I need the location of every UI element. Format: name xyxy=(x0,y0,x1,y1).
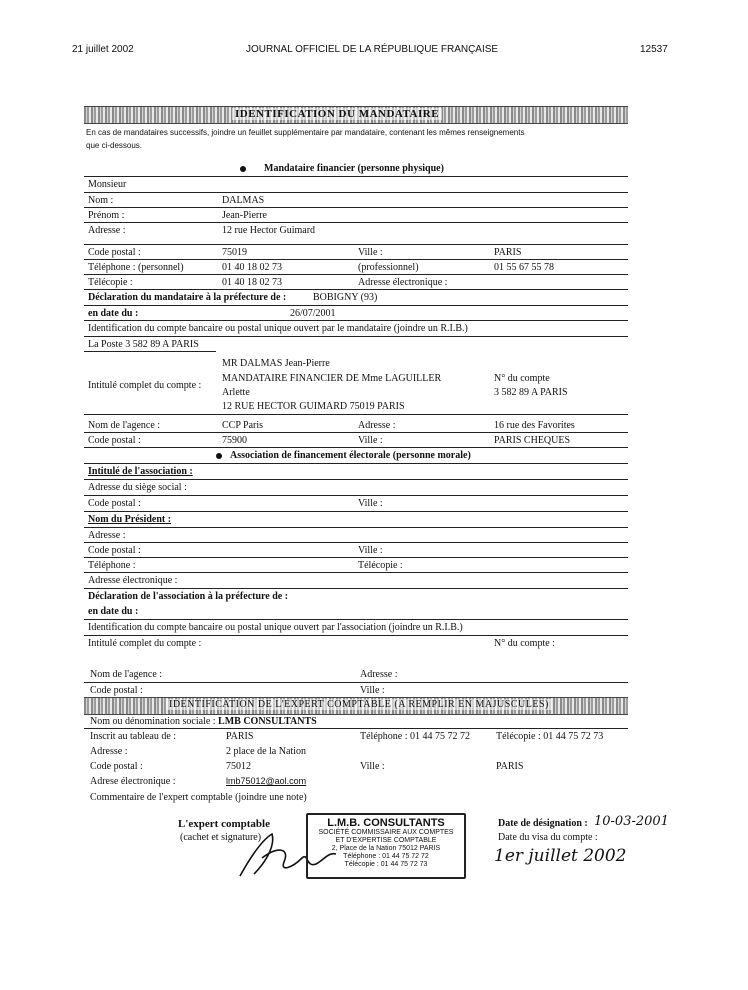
divider xyxy=(84,414,628,415)
expert-tableau-label: Inscrit au tableau de : xyxy=(90,731,177,742)
expert-commentaire-label: Commentaire de l'expert comptable (joindre une note) xyxy=(90,792,307,803)
header-date: 21 juillet 2002 xyxy=(72,44,134,55)
divider xyxy=(84,274,628,275)
divider xyxy=(84,557,628,558)
expert-telecopie-value: 01 44 75 72 73 xyxy=(543,731,604,742)
journal-title: JOURNAL OFFICIEL DE LA RÉPUBLIQUE FRANÇAISE xyxy=(246,44,499,55)
bullet-icon xyxy=(216,453,222,459)
expert-telecopie xyxy=(496,731,603,743)
tel-perso-value: 01 40 18 02 73 xyxy=(222,262,282,273)
code-postal-value: 75019 xyxy=(222,247,247,258)
divider xyxy=(84,447,628,448)
adresse-value: 12 rue Hector Guimard xyxy=(222,225,316,236)
divider xyxy=(84,728,628,729)
declaration-value: BOBIGNY (93) xyxy=(313,292,378,303)
declaration-label: Déclaration du mandataire à la préfecture de : xyxy=(88,292,287,303)
divider xyxy=(84,207,628,208)
divider xyxy=(84,336,628,337)
signature-title: L'expert comptable xyxy=(178,818,270,830)
date-designation-value: 10-03-2001 xyxy=(594,814,669,829)
divider xyxy=(84,289,628,290)
compte-label: Identification du compte bancaire ou postal unique ouvert par le mandataire (joindre un R.I.B.) xyxy=(88,323,468,334)
agence-adresse-label: Adresse : xyxy=(358,420,396,431)
divider xyxy=(84,588,628,589)
assoc-agence-cp-label: Code postal : xyxy=(90,685,143,696)
expert-banner-title: IDENTIFICATION DE L'EXPERT COMPTABLE (A REMPLIR EN MAJUSCULES) xyxy=(166,699,552,710)
mandataire-banner-title: IDENTIFICATION DU MANDATAIRE xyxy=(232,108,442,120)
assoc-compte-label: Identification du compte bancaire ou postal unique ouvert par l'association (joindre un R.I.B.) xyxy=(88,622,463,633)
assoc-siege-label: Adresse du siège social : xyxy=(88,482,187,493)
agence-ville-value: PARIS CHEQUES xyxy=(494,435,571,446)
assoc-cp-label: Code postal : xyxy=(88,498,141,509)
assoc-ville2-label: Ville : xyxy=(358,545,383,556)
assoc-intitule-compte-label: Intitulé complet du compte : xyxy=(88,638,202,649)
expert-denomination xyxy=(90,716,317,728)
assoc-declaration-label: Déclaration de l'association à la préfecture de : xyxy=(88,591,289,602)
expert-denomination-label: Nom ou dénomination sociale : xyxy=(90,716,216,727)
page-number: 12537 xyxy=(640,44,668,55)
divider xyxy=(84,619,628,620)
stamp-line-5: Téléphone : 01 44 75 72 72 xyxy=(343,853,429,860)
assoc-date-label: en date du : xyxy=(88,606,139,617)
stamp-line-4: 2, Place de la Nation 75012 PARIS xyxy=(331,845,441,852)
agence-cp-label: Code postal : xyxy=(88,435,141,446)
adresse-label: Adresse : xyxy=(88,225,126,236)
divider xyxy=(84,527,628,528)
mandataire-note-2: que ci-dessous. xyxy=(86,141,143,150)
telecopie-value: 01 40 18 02 73 xyxy=(222,277,282,288)
date-label: en date du : xyxy=(88,308,139,319)
divider xyxy=(84,542,628,543)
code-postal-label: Code postal : xyxy=(88,247,141,258)
divider xyxy=(84,222,628,223)
ville-value: PARIS xyxy=(494,247,522,258)
agence-label: Nom de l'agence : xyxy=(88,420,161,431)
expert-banner xyxy=(84,697,628,715)
assoc-cp2-label: Code postal : xyxy=(88,545,141,556)
num-compte-value: 3 582 89 A PARIS xyxy=(494,387,568,398)
divider xyxy=(84,495,628,496)
date-visa-value: 1er juillet 2002 xyxy=(494,846,627,866)
divider xyxy=(84,572,628,573)
assoc-num-compte-label: N° du compte : xyxy=(494,638,555,649)
divider xyxy=(84,305,628,306)
date-designation-label: Date de désignation : xyxy=(498,818,588,829)
intitule-line-3: Arlette xyxy=(222,387,250,398)
divider xyxy=(84,351,216,352)
stamp-line-3: ET D'EXPERTISE COMPTABLE xyxy=(335,837,437,844)
expert-telecopie-label: Télécopie : xyxy=(496,731,541,742)
divider xyxy=(84,463,628,464)
expert-adresse-value: 2 place de la Nation xyxy=(226,746,306,757)
mandataire-subtitle xyxy=(240,163,444,175)
association-subtitle xyxy=(216,450,471,462)
assoc-agence-ville-label: Ville : xyxy=(360,685,385,696)
divider xyxy=(84,320,628,321)
telecopie-label: Télécopie : xyxy=(88,277,133,288)
intitule-label: Intitulé complet du compte : xyxy=(88,380,202,391)
assoc-email-label: Adresse électronique : xyxy=(88,575,178,586)
divider xyxy=(84,511,628,512)
divider xyxy=(84,176,628,177)
ville-label: Ville : xyxy=(358,247,383,258)
agence-cp-value: 75900 xyxy=(222,435,247,446)
assoc-telecopie-label: Télécopie : xyxy=(358,560,403,571)
assoc-intitule-label: Intitulé de l'association : xyxy=(88,466,193,477)
tel-pro-label: (professionnel) xyxy=(358,262,419,273)
compte-value: La Poste 3 582 89 A PARIS xyxy=(88,339,199,350)
stamp-line-6: Télécopie : 01 44 75 72 73 xyxy=(344,861,428,868)
assoc-agence-label: Nom de l'agence : xyxy=(90,669,163,680)
agence-value: CCP Paris xyxy=(222,420,264,431)
agence-adresse-value: 16 rue des Favorites xyxy=(494,420,575,431)
mandataire-subtitle-text: Mandataire financier (personne physique) xyxy=(264,163,444,174)
nom-value: DALMAS xyxy=(222,195,265,206)
date-value: 26/07/2001 xyxy=(290,308,336,319)
expert-email-value: lmb75012@aol.com xyxy=(226,776,307,786)
intitule-line-2: MANDATAIRE FINANCIER DE Mme LAGUILLER xyxy=(222,373,442,384)
association-subtitle-text: Association de financement électorale (personne morale) xyxy=(230,450,471,461)
expert-ville-value: PARIS xyxy=(496,761,524,772)
intitule-line-4: 12 RUE HECTOR GUIMARD 75019 PARIS xyxy=(222,401,405,412)
mandataire-banner xyxy=(84,106,628,124)
stamp-line-1: L.M.B. CONSULTANTS xyxy=(327,817,445,829)
stamp-line-2: SOCIÉTÉ COMMISSAIRE AUX COMPTES xyxy=(318,829,454,836)
expert-email-label: Adrese électronique : xyxy=(90,776,176,787)
divider xyxy=(84,479,628,480)
expert-ville-label: Ville : xyxy=(360,761,385,772)
mandataire-note-1: En cas de mandataires successifs, joindre un feuillet supplémentaire par mandataire, contenant les mêmes renseignements xyxy=(86,128,525,137)
num-compte-label: N° du compte xyxy=(494,373,550,384)
divider xyxy=(84,192,628,193)
prenom-label: Prénom : xyxy=(88,210,125,221)
divider xyxy=(84,682,628,683)
expert-tel xyxy=(360,731,470,743)
signature-subtitle: (cachet et signature) xyxy=(180,832,262,843)
divider xyxy=(84,635,628,636)
email-label: Adresse électronique : xyxy=(358,277,448,288)
assoc-tel-label: Téléphone : xyxy=(88,560,136,571)
assoc-adresse-label: Adresse : xyxy=(88,530,126,541)
divider xyxy=(84,259,628,260)
expert-tel-value: 01 44 75 72 72 xyxy=(409,731,470,742)
expert-tableau-value: PARIS xyxy=(226,731,254,742)
divider xyxy=(84,432,628,433)
agence-ville-label: Ville : xyxy=(358,435,383,446)
prenom-value: Jean-Pierre xyxy=(222,210,267,221)
expert-denomination-value: LMB CONSULTANTS xyxy=(218,716,317,727)
tel-perso-label: Téléphone : (personnel) xyxy=(88,262,184,273)
divider xyxy=(84,244,628,245)
expert-tel-label: Téléphone : xyxy=(360,731,408,742)
nom-label: Nom : xyxy=(88,195,114,206)
intitule-line-1: MR DALMAS Jean-Pierre xyxy=(222,358,330,369)
date-visa-label: Date du visa du compte : xyxy=(498,832,598,843)
expert-adresse-label: Adresse : xyxy=(90,746,128,757)
expert-cp-value: 75012 xyxy=(226,761,251,772)
expert-cp-label: Code postal : xyxy=(90,761,143,772)
assoc-president-label: Nom du Président : xyxy=(88,514,172,525)
civility: Monsieur xyxy=(88,179,127,190)
tel-pro-value: 01 55 67 55 78 xyxy=(494,262,554,273)
bullet-icon xyxy=(240,166,246,172)
assoc-ville-label: Ville : xyxy=(358,498,383,509)
company-stamp xyxy=(306,813,466,879)
assoc-agence-adresse-label: Adresse : xyxy=(360,669,398,680)
